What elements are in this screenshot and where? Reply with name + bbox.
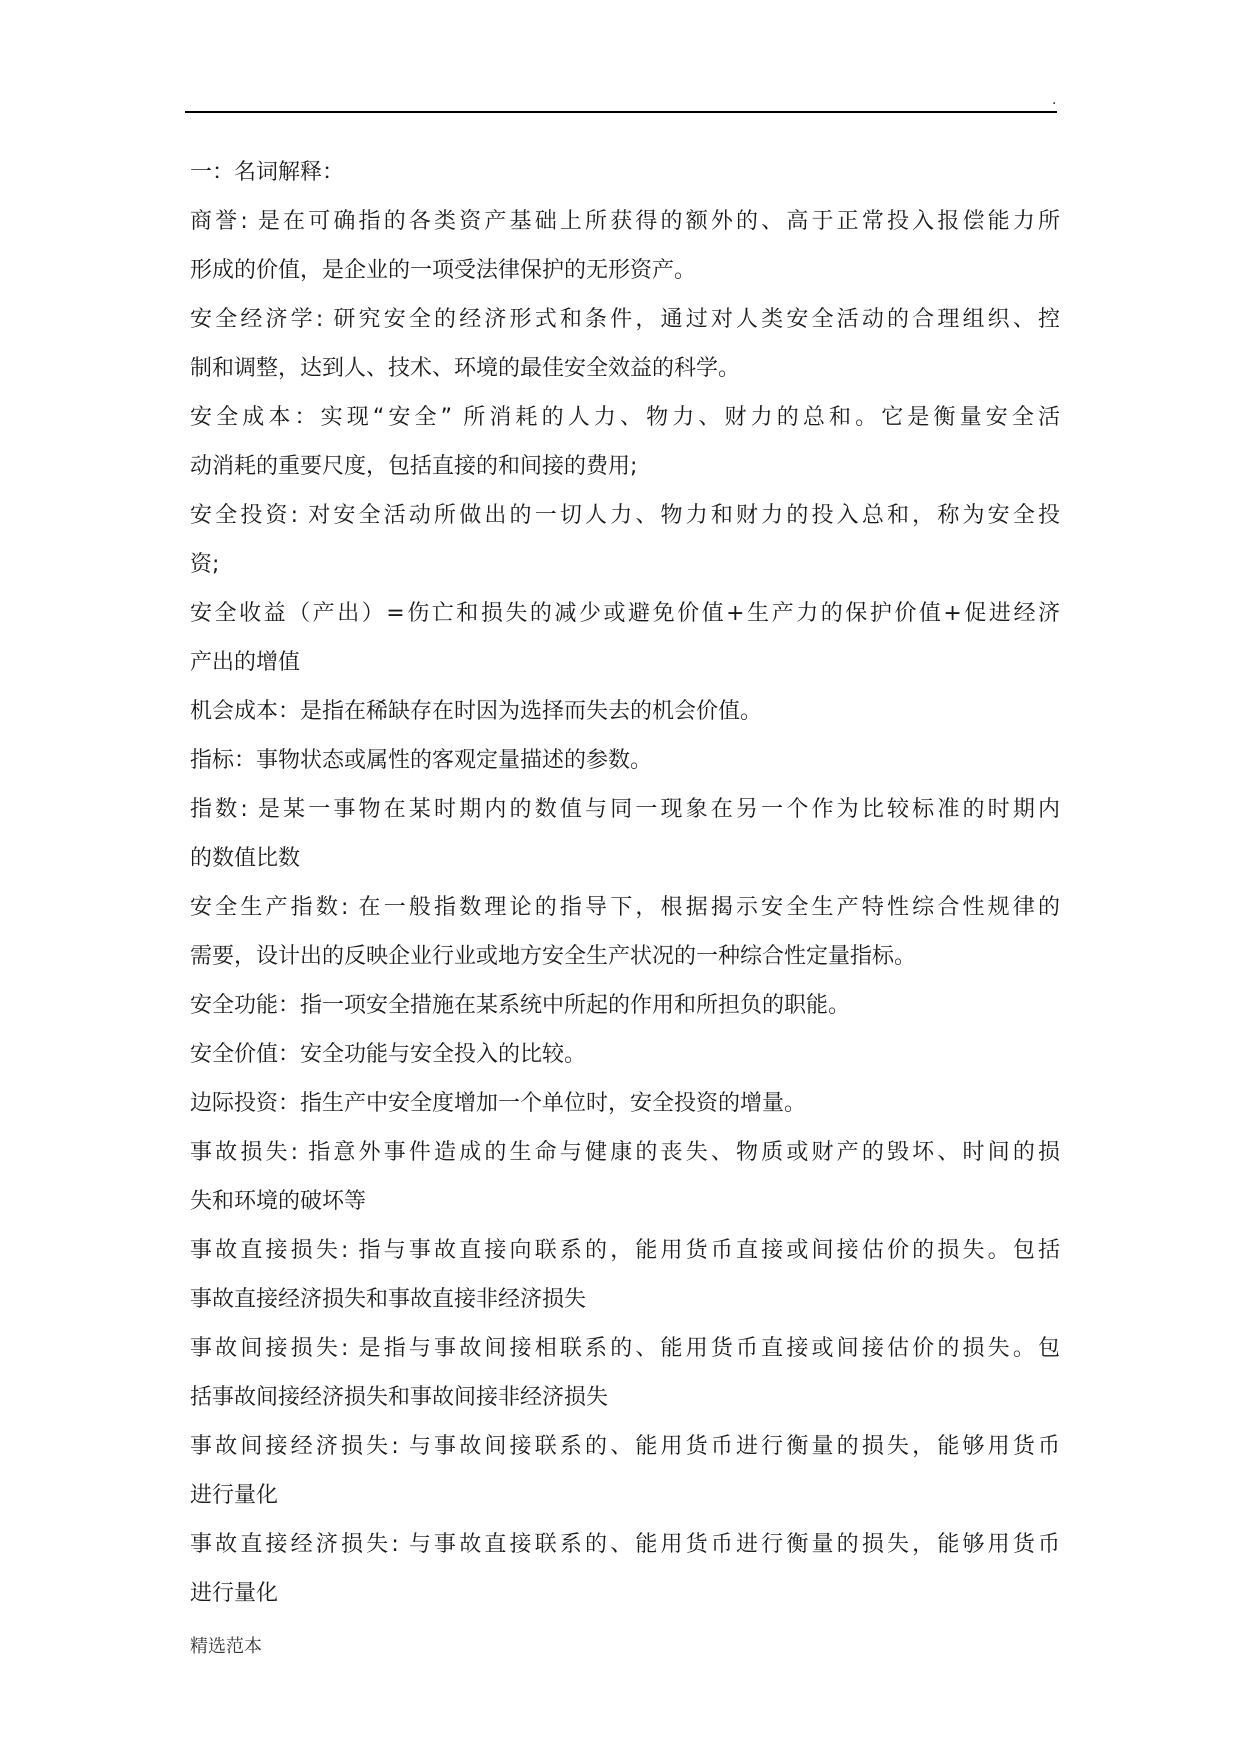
- definition-line: 事故间接经济损失: 与事故间接联系的、能用货币进行衡量的损失，能够用货币: [190, 1434, 1060, 1459]
- definition-entry: [190, 1324, 1060, 1422]
- definition-line: 事故损失: 指意外事件造成的生命与健康的丧失、物质或财产的毁坏、时间的损: [190, 1140, 1060, 1165]
- definition-line: 安全投资: 对安全活动所做出的一切人力、物力和财力的投入总和，称为安全投: [190, 503, 1060, 528]
- definition-entry: [190, 687, 1060, 736]
- definition-entry: [190, 1030, 1060, 1079]
- definition-line: 安全经济学: 研究安全的经济形式和条件，通过对人类安全活动的合理组织、控: [190, 307, 1060, 332]
- definition-line: 产出的增值: [190, 650, 301, 675]
- definition-line: 括事故间接经济损失和事故间接非经济损失: [190, 1385, 609, 1410]
- section-title: 一：名词解释：: [190, 160, 345, 185]
- definition-entry: [190, 1520, 1060, 1618]
- definition-line: 进行量化: [190, 1483, 279, 1508]
- definition-line: 资;: [190, 552, 220, 577]
- definition-line: 失和环境的破坏等: [190, 1189, 367, 1214]
- definition-entry: [190, 197, 1060, 295]
- definition-line: 制和调整，达到人、技术、环境的最佳安全效益的科学。: [190, 356, 741, 381]
- definition-list: [190, 197, 1060, 1618]
- definition-entry: [190, 981, 1060, 1030]
- definition-line: 安全成本：实现“安全” 所消耗的人力、物力、财力的总和。它是衡量安全活: [190, 405, 1060, 430]
- definition-entry: [190, 1422, 1060, 1520]
- definition-line: 安全收益（产出）=伤亡和损失的减少或避免价值+生产力的保护价值+促进经济: [190, 601, 1060, 626]
- document-body: [190, 148, 1060, 1618]
- footer-text: 精选范本: [190, 1636, 262, 1657]
- definition-entry: [190, 1226, 1060, 1324]
- definition-entry: [190, 736, 1060, 785]
- definition-line: 安全生产指数: 在一般指数理论的指导下，根据揭示安全生产特性综合性规律的: [190, 895, 1060, 920]
- definition-line: 进行量化: [190, 1581, 279, 1606]
- definition-line: 机会成本：是指在稀缺存在时因为选择而失去的机会价值。: [190, 699, 763, 724]
- definition-line: 的数值比数: [190, 846, 301, 871]
- definition-line: 商誉: 是在可确指的各类资产基础上所获得的额外的、高于正常投入报偿能力所: [190, 209, 1060, 234]
- definition-line: 安全功能：指一项安全措施在某系统中所起的作用和所担负的职能。: [190, 993, 851, 1018]
- definition-line: 边际投资：指生产中安全度增加一个单位时，安全投资的增量。: [190, 1091, 807, 1116]
- definition-line: 安全价值：安全功能与安全投入的比较。: [190, 1042, 587, 1067]
- header-mark: .: [1052, 92, 1057, 108]
- definition-line: 动消耗的重要尺度，包括直接的和间接的费用;: [190, 454, 638, 479]
- definition-entry: [190, 491, 1060, 589]
- definition-line: 事故直接经济损失和事故直接非经济损失: [190, 1287, 587, 1312]
- definition-entry: [190, 1079, 1060, 1128]
- definition-line: 形成的价值，是企业的一项受法律保护的无形资产。: [190, 258, 697, 283]
- definition-line: 事故直接经济损失: 与事故直接联系的、能用货币进行衡量的损失，能够用货币: [190, 1532, 1060, 1557]
- definition-line: 需要，设计出的反映企业行业或地方安全生产状况的一种综合性定量指标。: [190, 944, 917, 969]
- definition-entry: [190, 589, 1060, 687]
- definition-line: 事故间接损失: 是指与事故间接相联系的、能用货币直接或间接估价的损失。包: [190, 1336, 1060, 1361]
- definition-entry: [190, 883, 1060, 981]
- definition-entry: [190, 295, 1060, 393]
- definition-entry: [190, 785, 1060, 883]
- definition-entry: [190, 1128, 1060, 1226]
- definition-entry: [190, 393, 1060, 491]
- definition-line: 事故直接损失: 指与事故直接向联系的，能用货币直接或间接估价的损失。包括: [190, 1238, 1060, 1263]
- definition-line: 指标：事物状态或属性的客观定量描述的参数。: [190, 748, 653, 773]
- definition-line: 指数: 是某一事物在某时期内的数值与同一现象在另一个作为比较标准的时期内: [190, 797, 1060, 822]
- header-rule: [185, 111, 1057, 113]
